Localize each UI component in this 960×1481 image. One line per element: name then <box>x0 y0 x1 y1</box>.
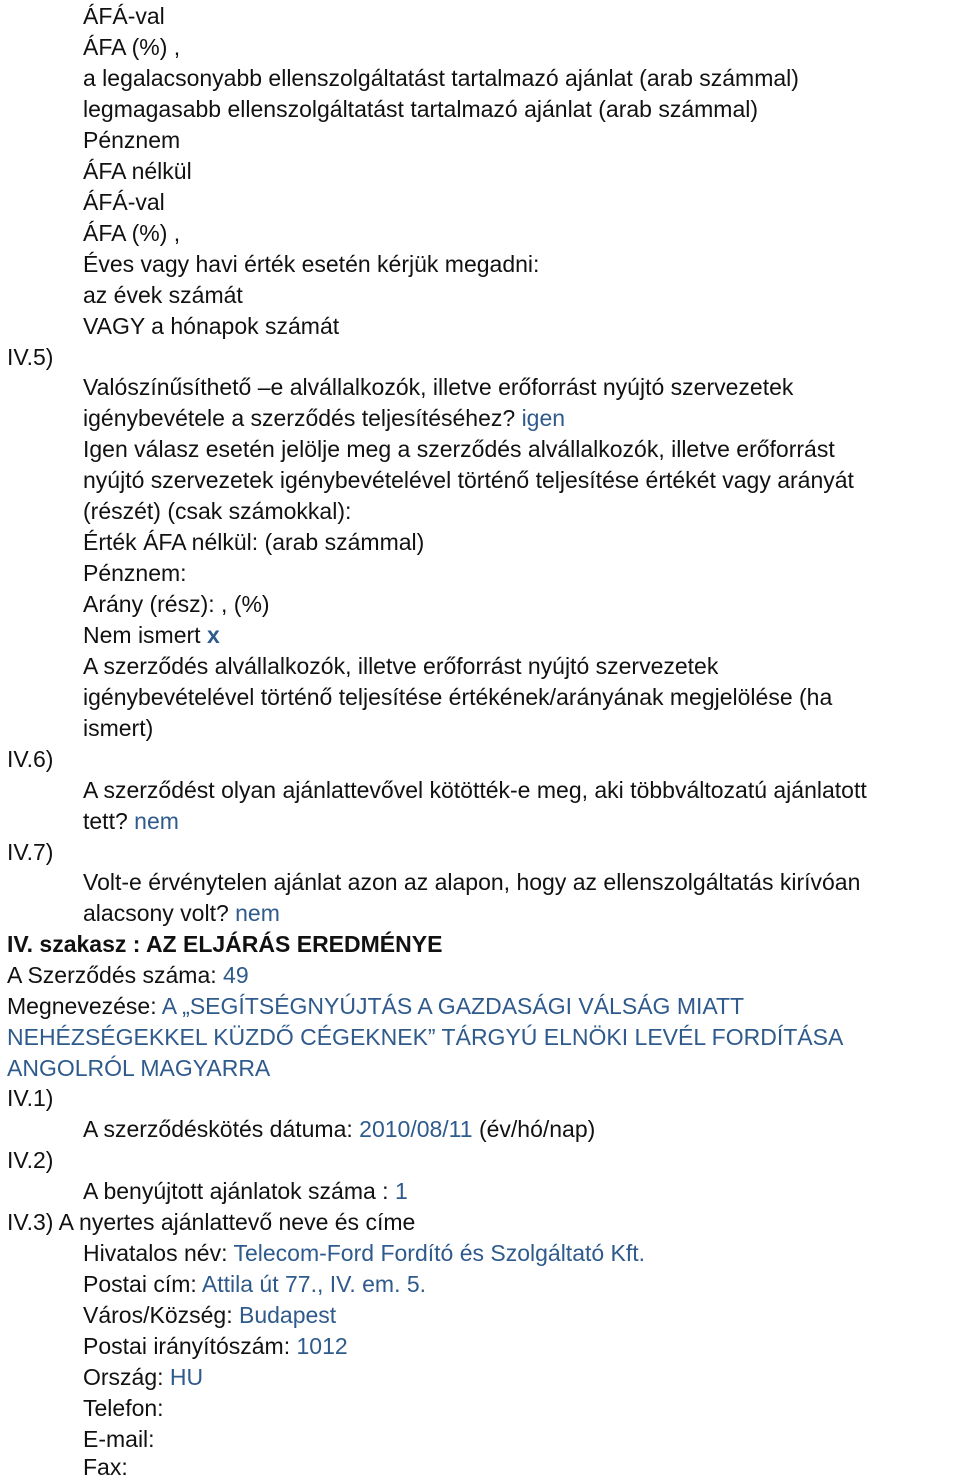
section-number-iv5: IV.5) <box>7 344 54 370</box>
text-line: ÁFA (%) , <box>83 220 181 246</box>
text-line: ÁFÁ-val <box>83 3 165 29</box>
text-line: ÁFÁ-val <box>83 189 165 215</box>
text-line: ÁFA (%) , <box>83 34 181 60</box>
contract-name: NEHÉZSÉGEKKEL KÜZDŐ CÉGEKNEK” TÁRGYÚ ELNÖKI LEVÉL FORDÍTÁSA <box>7 1024 844 1050</box>
phone-label: Telefon: <box>83 1395 164 1421</box>
winner-heading: IV.3) A nyertes ajánlattevő neve és címe <box>7 1209 416 1235</box>
date-format: (év/hó/nap) <box>478 1116 596 1142</box>
question-text: alacsony volt? <box>83 900 229 926</box>
section-number-iv1: IV.1) <box>7 1085 54 1111</box>
country-line <box>83 1363 203 1391</box>
currency-label: Pénznem: <box>83 560 187 586</box>
text-line: (részét) (csak számokkal): <box>83 498 352 524</box>
question-line <box>83 404 565 432</box>
text-line: igénybevételével történő teljesítése értékének/arányának megjelölése (ha <box>83 684 833 710</box>
value-label: Érték ÁFA nélkül: (arab számmal) <box>83 529 425 555</box>
answer-value: nem <box>134 808 179 834</box>
city-line <box>83 1301 336 1329</box>
text-line: A szerződés alvállalkozók, illetve erőforrást nyújtó szervezetek <box>83 653 719 679</box>
contract-date: 2010/08/11 <box>359 1116 473 1142</box>
question-line <box>83 899 280 927</box>
checkbox-mark: x <box>206 622 220 648</box>
text-line: Éves vagy havi érték esetén kérjük megadni: <box>83 251 540 277</box>
text-line: az évek számát <box>83 282 243 308</box>
section-number-iv2: IV.2) <box>7 1147 54 1173</box>
ratio-label: Arány (rész): , (%) <box>83 591 270 617</box>
contract-name-label: Megnevezése: <box>7 993 157 1019</box>
answer-value: nem <box>235 900 280 926</box>
question-line: A szerződést olyan ajánlattevővel kötötték-e meg, aki többváltozatú ajánlatott <box>83 777 867 803</box>
postcode-label: Postai irányítószám: <box>83 1333 291 1359</box>
city: Budapest <box>238 1302 337 1328</box>
contract-name: ANGOLRÓL MAGYARRA <box>7 1055 271 1081</box>
question-text: igénybevétele a szerződés teljesítéséhez? <box>83 405 516 431</box>
text-line: a legalacsonyabb ellenszolgáltatást tartalmazó ajánlat (arab számmal) <box>83 65 799 91</box>
address: Attila út 77., IV. em. 5. <box>201 1271 427 1297</box>
city-label: Város/Község: <box>83 1302 233 1328</box>
country-label: Ország: <box>83 1364 164 1390</box>
text-line: legmagasabb ellenszolgáltatást tartalmazó ajánlat (arab számmal) <box>83 96 759 122</box>
text-line: ÁFA nélkül <box>83 158 192 184</box>
country: HU <box>169 1364 204 1390</box>
section-number-iv6: IV.6) <box>7 746 54 772</box>
bids-line <box>83 1177 408 1205</box>
official-name-line <box>83 1239 645 1267</box>
contract-number-label: A Szerződés száma: <box>7 962 217 988</box>
address-line <box>83 1270 426 1298</box>
fax-label: Fax: <box>83 1454 128 1480</box>
answer-value: igen <box>521 405 566 431</box>
postcode-line <box>83 1332 348 1360</box>
address-label: Postai cím: <box>83 1271 197 1297</box>
text-line: Igen válasz esetén jelölje meg a szerződés alvállalkozók, illetve erőforrást <box>83 436 835 462</box>
contract-name-line <box>7 992 744 1020</box>
unknown-line <box>83 621 220 649</box>
contract-date-line <box>83 1115 595 1143</box>
question-line <box>83 807 179 835</box>
text-line: VAGY a hónapok számát <box>83 313 340 339</box>
contract-date-label: A szerződéskötés dátuma: <box>83 1116 353 1142</box>
bids-count: 1 <box>394 1178 408 1204</box>
text-line: Pénznem <box>83 127 181 153</box>
question-line: Volt-e érvénytelen ajánlat azon az alapon, hogy az ellenszolgáltatás kirívóan <box>83 869 861 895</box>
bids-label: A benyújtott ajánlatok száma : <box>83 1178 389 1204</box>
text-line: nyújtó szervezetek igénybevételével történő teljesítése értékét vagy arányát <box>83 467 854 493</box>
unknown-label: Nem ismert <box>83 622 201 648</box>
text-line: ismert) <box>83 715 154 741</box>
contract-name: A „SEGÍTSÉGNYÚJTÁS A GAZDASÁGI VÁLSÁG MIATT <box>161 993 745 1019</box>
section-heading: IV. szakasz : AZ ELJÁRÁS EREDMÉNYE <box>7 931 443 957</box>
contract-number-line <box>7 961 249 989</box>
postcode: 1012 <box>296 1333 348 1359</box>
contract-number: 49 <box>223 962 249 988</box>
question-line: Valószínűsíthető –e alvállalkozók, illetve erőforrást nyújtó szervezetek <box>83 374 794 400</box>
official-name-label: Hivatalos név: <box>83 1240 228 1266</box>
email-label: E-mail: <box>83 1426 155 1452</box>
section-number-iv7: IV.7) <box>7 839 54 865</box>
question-text: tett? <box>83 808 128 834</box>
official-name: Telecom-Ford Fordító és Szolgáltató Kft. <box>233 1240 646 1266</box>
